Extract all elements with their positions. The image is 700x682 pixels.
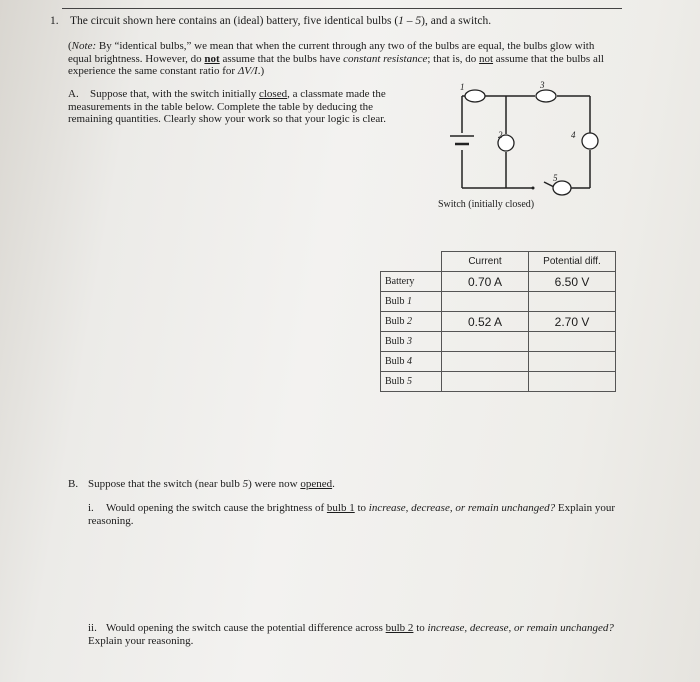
- part-a-closed: closed: [258, 88, 288, 100]
- potential-cell[interactable]: 6.50 V: [529, 272, 616, 292]
- note-text: ; that is, do: [427, 52, 479, 65]
- current-cell[interactable]: 0.70 A: [442, 272, 529, 292]
- circuit-diagram: [440, 78, 610, 213]
- row-label: Battery: [381, 272, 442, 292]
- part-b: [68, 478, 335, 490]
- note-text: (: [68, 40, 72, 52]
- bulb-label-5: 5: [553, 173, 558, 183]
- switch-caption: Switch (initially closed): [438, 199, 535, 210]
- row-label: Bulb 3: [381, 332, 442, 352]
- question-i-text: Explain your reasoning.: [88, 502, 616, 527]
- table-row: [381, 372, 616, 392]
- row-label: Bulb 4: [381, 352, 442, 372]
- current-cell[interactable]: [442, 292, 529, 312]
- potential-cell[interactable]: [529, 372, 616, 392]
- bulb-range: 1 – 5: [398, 15, 422, 27]
- bulb-label-2: 2: [498, 130, 503, 140]
- bulb-label-3: 3: [540, 80, 545, 90]
- measurement-table: [380, 251, 616, 392]
- switch-contact-icon: [532, 187, 535, 190]
- part-a: [68, 88, 413, 126]
- potential-cell[interactable]: 2.70 V: [529, 312, 616, 332]
- bulb-3-icon: [536, 90, 556, 102]
- table-row: [381, 332, 616, 352]
- note-paragraph: [68, 40, 608, 78]
- question-ii-options: increase, decrease, or remain unchanged?: [427, 622, 614, 634]
- part-b-text: .: [332, 478, 335, 490]
- note-not-emphasis: not: [478, 52, 494, 65]
- header-current: Current: [442, 252, 529, 272]
- bulb-label-4: 4: [571, 130, 576, 140]
- row-label: Bulb 1: [381, 292, 442, 312]
- table-row: [381, 292, 616, 312]
- battery-symbol: [450, 136, 474, 144]
- bulb-4-icon: [582, 133, 598, 149]
- question-ii-text: Explain your reasoning.: [88, 634, 194, 647]
- question-ii-text: to: [413, 622, 428, 634]
- note-text: assume that the bulbs have: [219, 52, 344, 65]
- note-text: assume that the bulbs all experience the same constant ratio for: [68, 52, 604, 77]
- question-i-bulb: bulb 1: [326, 502, 355, 514]
- intro-text-b: ), and a switch.: [421, 15, 492, 27]
- table-row: [381, 352, 616, 372]
- part-b-bulb: 5: [242, 478, 249, 490]
- question-i-options: increase, decrease, or remain unchanged?: [368, 502, 556, 514]
- question-i-number: i.: [88, 502, 94, 514]
- potential-cell[interactable]: [529, 352, 616, 372]
- bulb-1-icon: [465, 90, 485, 102]
- potential-cell[interactable]: [529, 292, 616, 312]
- potential-cell[interactable]: [529, 332, 616, 352]
- note-label: Note:: [71, 40, 97, 52]
- question-ii: [88, 622, 628, 647]
- part-b-opened: opened: [300, 478, 333, 490]
- question-i-text: Would opening the switch cause the brightness of: [106, 502, 327, 514]
- row-label: Bulb 5: [381, 372, 442, 392]
- bulb-label-1: 1: [460, 82, 465, 92]
- table-corner: [381, 252, 442, 272]
- part-b-text: ) were now: [248, 478, 301, 490]
- note-constant-resistance: constant resistance: [343, 52, 428, 65]
- question-ii-bulb: bulb 2: [385, 622, 414, 634]
- part-a-label: A.: [68, 88, 79, 100]
- question-intro: [50, 15, 491, 27]
- part-a-text: Suppose that, with the switch initially: [90, 88, 259, 100]
- note-ratio: ΔV/I: [237, 65, 258, 77]
- intro-text-a: The circuit shown here contains an (ideal) battery, five identical bulbs (: [70, 15, 399, 27]
- note-not-emphasis: not: [204, 52, 220, 65]
- question-i: [88, 502, 628, 527]
- question-ii-number: ii.: [88, 622, 97, 634]
- question-i-text: to: [354, 502, 369, 514]
- current-cell[interactable]: [442, 332, 529, 352]
- table-row: [381, 272, 616, 292]
- current-cell[interactable]: 0.52 A: [442, 312, 529, 332]
- part-b-text: Suppose that the switch (near bulb: [88, 478, 243, 490]
- current-cell[interactable]: [442, 372, 529, 392]
- note-text: .): [257, 65, 265, 77]
- table-row: [381, 312, 616, 332]
- note-text: By “identical bulbs,” we mean that when the current through any two of the bulbs are equal, the bulbs glow with equal brightness. However, do: [68, 40, 595, 65]
- bulb-5-icon: [553, 181, 571, 195]
- part-a-text: , a classmate made the measurements in the table below. Complete the table by deducing the remaining quantities. Clearly show your work so that your logic is clear.: [68, 88, 387, 125]
- current-cell[interactable]: [442, 352, 529, 372]
- question-ii-text: Would opening the switch cause the potential difference across: [106, 622, 386, 634]
- part-b-label: B.: [68, 478, 79, 490]
- header-potential: Potential diff.: [529, 252, 616, 272]
- top-rule: [62, 8, 622, 9]
- row-label: Bulb 2: [381, 312, 442, 332]
- question-number: 1.: [50, 15, 59, 27]
